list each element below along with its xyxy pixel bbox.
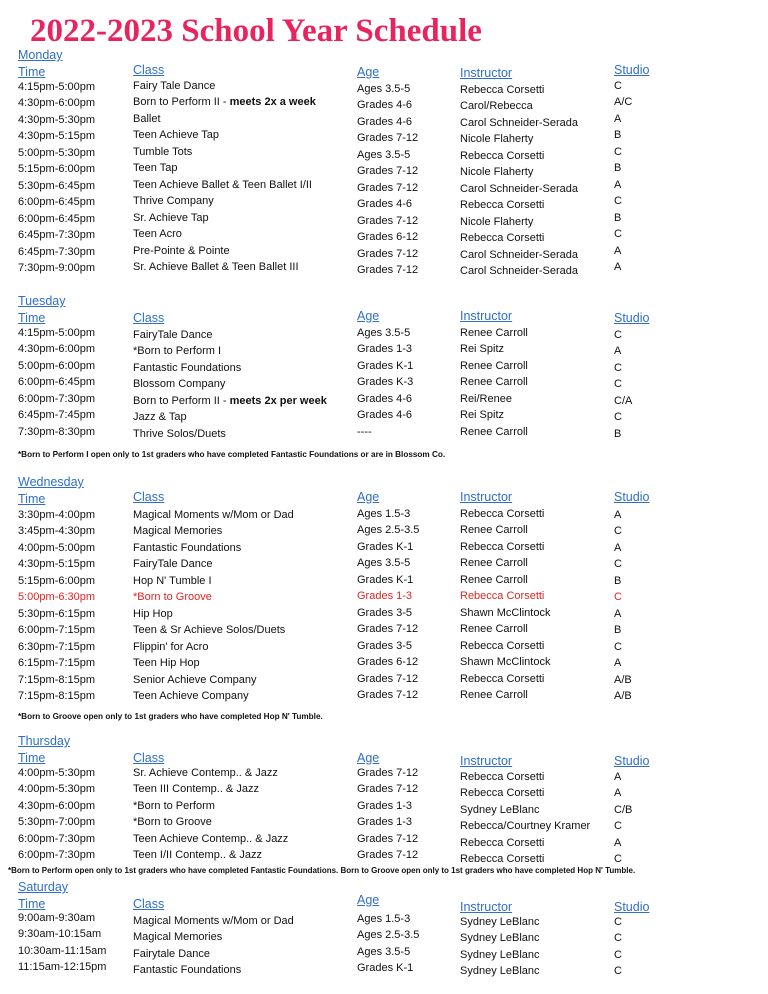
wednesday-studio-cell: A — [614, 657, 622, 669]
tuesday-header-age: Age — [357, 309, 380, 323]
monday-header-time: Time — [18, 65, 46, 79]
monday-instructor-cell: Nicole Flaherty — [460, 166, 534, 178]
monday-studio-cell: C — [614, 80, 622, 92]
thursday-time-cell: 4:00pm-5:30pm — [18, 783, 96, 795]
tuesday-age-cell: Grades K-3 — [357, 376, 414, 388]
thursday-time-cell: 5:30pm-7:00pm — [18, 816, 96, 828]
monday-header-instructor: Instructor — [460, 66, 513, 80]
saturday-age-cell: Grades K-1 — [357, 962, 414, 974]
wednesday-instructor-cell: Rebecca Corsetti — [460, 590, 545, 602]
thursday-class-cell: Teen Achieve Contemp.. & Jazz — [133, 833, 289, 845]
thursday-instructor-cell: Rebecca Corsetti — [460, 771, 545, 783]
monday-studio-cell: A/C — [614, 96, 633, 108]
wednesday-header-age: Age — [357, 490, 380, 504]
monday-header-age: Age — [357, 65, 380, 79]
saturday-age-cell: Ages 3.5-5 — [357, 946, 411, 958]
monday-time-cell: 5:30pm-6:45pm — [18, 180, 96, 192]
monday-time-cell: 4:30pm-5:15pm — [18, 130, 96, 142]
tuesday-studio-cell: C — [614, 411, 622, 423]
wednesday-class-cell: Teen & Sr Achieve Solos/Duets — [133, 624, 286, 636]
thursday-studio-cell: A — [614, 837, 622, 849]
tuesday-studio-cell: C/A — [614, 395, 633, 407]
wednesday-studio-cell: A — [614, 509, 622, 521]
saturday-time-cell: 11:15am-12:15pm — [18, 961, 107, 973]
wednesday-header-time: Time — [18, 492, 46, 506]
saturday-header-studio: Studio — [614, 900, 650, 914]
saturday-class-cell: Fairytale Dance — [133, 948, 211, 960]
wednesday-studio-cell: B — [614, 575, 622, 587]
monday-studio-cell: C — [614, 195, 622, 207]
wednesday-instructor-cell: Shawn McClintock — [460, 656, 551, 668]
thursday-age-cell: Grades 7-12 — [357, 849, 419, 861]
monday-studio-cell: A — [614, 113, 622, 125]
monday-instructor-cell: Rebecca Corsetti — [460, 150, 545, 162]
monday-studio-cell: A — [614, 245, 622, 257]
wednesday-class-cell: Flippin' for Acro — [133, 641, 209, 653]
monday-class-cell: Tumble Tots — [133, 146, 193, 158]
wednesday-class-cell: Teen Achieve Company — [133, 690, 249, 702]
wednesday-time-cell: 4:30pm-5:15pm — [18, 558, 96, 570]
tuesday-age-cell: Grades 1-3 — [357, 343, 413, 355]
monday-time-cell: 4:15pm-5:00pm — [18, 81, 96, 93]
monday-instructor-cell: Carol Schneider-Serada — [460, 265, 579, 277]
tuesday-class-cell — [133, 395, 327, 408]
monday-age-cell: Ages 3.5-5 — [357, 149, 411, 161]
class-name: Born to Perform II - — [133, 395, 230, 407]
monday-studio-cell: C — [614, 228, 622, 240]
wednesday-instructor-cell: Renee Carroll — [460, 557, 528, 569]
monday-studio-cell: B — [614, 162, 622, 174]
thursday-instructor-cell: Rebecca/Courtney Kramer — [460, 820, 591, 832]
saturday-studio-cell: C — [614, 965, 622, 977]
thursday-instructor-cell: Sydney LeBlanc — [460, 804, 540, 816]
wednesday-age-cell: Grades K-1 — [357, 574, 414, 586]
wednesday-age-cell: Grades 7-12 — [357, 623, 419, 635]
saturday-class-cell: Fantastic Foundations — [133, 964, 242, 976]
wednesday-class-cell: Magical Memories — [133, 525, 223, 537]
wednesday-studio-cell: C — [614, 641, 622, 653]
tuesday-class-cell: FairyTale Dance — [133, 329, 213, 341]
wednesday-time-cell: 6:30pm-7:15pm — [18, 641, 96, 653]
monday-studio-cell: B — [614, 129, 622, 141]
tuesday-studio-cell: C — [614, 362, 622, 374]
wednesday-instructor-cell: Rebecca Corsetti — [460, 541, 545, 553]
wednesday-age-cell: Grades 3-5 — [357, 640, 413, 652]
saturday-instructor-cell: Sydney LeBlanc — [460, 949, 540, 961]
wednesday-class-cell: *Born to Groove — [133, 591, 212, 603]
thursday-studio-cell: A — [614, 771, 622, 783]
monday-age-cell: Grades 4-6 — [357, 99, 413, 111]
tuesday-class-cell: Blossom Company — [133, 378, 226, 390]
class-name: Born to Perform II - — [133, 96, 230, 108]
thursday-class-cell: Teen I/II Contemp.. & Jazz — [133, 849, 263, 861]
monday-instructor-cell: Rebecca Corsetti — [460, 232, 545, 244]
wednesday-age-cell: Grades 6-12 — [357, 656, 419, 668]
monday-age-cell: Grades 7-12 — [357, 264, 419, 276]
tuesday-time-cell: 7:30pm-8:30pm — [18, 426, 96, 438]
monday-age-cell: Grades 6-12 — [357, 231, 419, 243]
class-frequency: meets 2x a week — [229, 96, 316, 108]
wednesday-studio-cell: A — [614, 608, 622, 620]
wednesday-time-cell: 6:15pm-7:15pm — [18, 657, 96, 669]
thursday-footnote: *Born to Perform open only to 1st graders who have completed Fantastic Foundations. Born to Groove open only to 1st graders who have completed Hop N' Tumble. — [8, 866, 636, 875]
tuesday-studio-cell: C — [614, 378, 622, 390]
thursday-studio-cell: C/B — [614, 804, 633, 816]
wednesday-class-cell: Hop N' Tumble I — [133, 575, 212, 587]
wednesday-studio-cell: A — [614, 542, 622, 554]
wednesday-time-cell: 5:30pm-6:15pm — [18, 608, 96, 620]
saturday-header-instructor: Instructor — [460, 900, 513, 914]
wednesday-studio-cell: B — [614, 624, 622, 636]
saturday-time-cell: 9:00am-9:30am — [18, 912, 96, 924]
wednesday-age-cell: Ages 1.5-3 — [357, 508, 411, 520]
thursday-studio-cell: C — [614, 820, 622, 832]
monday-class-cell: Sr. Achieve Ballet & Teen Ballet III — [133, 261, 299, 273]
thursday-instructor-cell: Rebecca Corsetti — [460, 787, 545, 799]
wednesday-day-heading: Wednesday — [18, 475, 84, 489]
thursday-studio-cell: A — [614, 787, 622, 799]
wednesday-header-class: Class — [133, 490, 165, 504]
wednesday-header-instructor: Instructor — [460, 490, 513, 504]
tuesday-class-cell: *Born to Perform I — [133, 345, 222, 357]
thursday-instructor-cell: Rebecca Corsetti — [460, 853, 545, 865]
wednesday-instructor-cell: Rebecca Corsetti — [460, 673, 545, 685]
monday-age-cell: Grades 7-12 — [357, 248, 419, 260]
thursday-header-instructor: Instructor — [460, 754, 513, 768]
monday-class-cell: Teen Achieve Tap — [133, 129, 220, 141]
saturday-instructor-cell: Sydney LeBlanc — [460, 965, 540, 977]
wednesday-age-cell: Ages 2.5-3.5 — [357, 524, 420, 536]
tuesday-age-cell: Grades 4-6 — [357, 409, 413, 421]
monday-class-cell: Teen Acro — [133, 228, 182, 240]
monday-instructor-cell: Nicole Flaherty — [460, 216, 534, 228]
thursday-time-cell: 4:30pm-6:00pm — [18, 800, 96, 812]
monday-time-cell: 4:30pm-6:00pm — [18, 97, 96, 109]
tuesday-header-class: Class — [133, 311, 165, 325]
tuesday-instructor-cell: Renee Carroll — [460, 376, 528, 388]
monday-age-cell: Ages 3.5-5 — [357, 83, 411, 95]
saturday-time-cell: 9:30am-10:15am — [18, 928, 102, 940]
saturday-class-cell: Magical Memories — [133, 931, 223, 943]
saturday-class-cell: Magical Moments w/Mom or Dad — [133, 915, 294, 927]
thursday-class-cell: Teen III Contemp.. & Jazz — [133, 783, 259, 795]
wednesday-time-cell: 6:00pm-7:15pm — [18, 624, 96, 636]
monday-studio-cell: A — [614, 261, 622, 273]
monday-instructor-cell: Rebecca Corsetti — [460, 199, 545, 211]
page-title: 2022-2023 School Year Schedule — [30, 13, 482, 49]
monday-studio-cell: C — [614, 146, 622, 158]
tuesday-time-cell: 4:30pm-6:00pm — [18, 343, 96, 355]
wednesday-instructor-cell: Renee Carroll — [460, 689, 528, 701]
thursday-header-time: Time — [18, 751, 46, 765]
tuesday-time-cell: 6:00pm-7:30pm — [18, 393, 96, 405]
monday-age-cell: Grades 7-12 — [357, 182, 419, 194]
thursday-class-cell: Sr. Achieve Contemp.. & Jazz — [133, 767, 278, 779]
saturday-instructor-cell: Sydney LeBlanc — [460, 932, 540, 944]
saturday-age-cell: Ages 1.5-3 — [357, 913, 411, 925]
wednesday-instructor-cell: Renee Carroll — [460, 574, 528, 586]
saturday-time-cell: 10:30am-11:15am — [18, 945, 107, 957]
thursday-age-cell: Grades 7-12 — [357, 767, 419, 779]
monday-class-cell: Pre-Pointe & Pointe — [133, 245, 230, 257]
monday-class-cell: Thrive Company — [133, 195, 214, 207]
tuesday-time-cell: 4:15pm-5:00pm — [18, 327, 96, 339]
monday-time-cell: 6:45pm-7:30pm — [18, 246, 96, 258]
saturday-header-class: Class — [133, 897, 165, 911]
monday-class-cell — [133, 96, 316, 109]
wednesday-instructor-cell: Renee Carroll — [460, 524, 528, 536]
thursday-header-class: Class — [133, 751, 165, 765]
tuesday-header-instructor: Instructor — [460, 309, 513, 323]
tuesday-header-studio: Studio — [614, 311, 650, 325]
thursday-class-cell: *Born to Groove — [133, 816, 212, 828]
tuesday-time-cell: 5:00pm-6:00pm — [18, 360, 96, 372]
saturday-day-heading: Saturday — [18, 880, 69, 894]
tuesday-instructor-cell: Rei/Renee — [460, 393, 512, 405]
monday-time-cell: 4:30pm-5:30pm — [18, 114, 96, 126]
wednesday-class-cell: Senior Achieve Company — [133, 674, 257, 686]
tuesday-studio-cell: A — [614, 345, 622, 357]
monday-instructor-cell: Carol Schneider-Serada — [460, 117, 579, 129]
monday-studio-cell: B — [614, 212, 622, 224]
monday-instructor-cell: Rebecca Corsetti — [460, 84, 545, 96]
wednesday-time-cell: 7:15pm-8:15pm — [18, 674, 96, 686]
monday-time-cell: 5:00pm-5:30pm — [18, 147, 96, 159]
wednesday-time-cell: 3:30pm-4:00pm — [18, 509, 96, 521]
thursday-instructor-cell: Rebecca Corsetti — [460, 837, 545, 849]
tuesday-age-cell: Grades 4-6 — [357, 393, 413, 405]
wednesday-class-cell: Magical Moments w/Mom or Dad — [133, 509, 294, 521]
monday-age-cell: Grades 7-12 — [357, 215, 419, 227]
tuesday-studio-cell: B — [614, 428, 622, 440]
wednesday-age-cell: Ages 3.5-5 — [357, 557, 411, 569]
monday-age-cell: Grades 7-12 — [357, 165, 419, 177]
wednesday-footnote: *Born to Groove open only to 1st graders who have completed Hop N' Tumble. — [18, 712, 323, 721]
wednesday-time-cell: 4:00pm-5:00pm — [18, 542, 96, 554]
monday-header-class: Class — [133, 63, 165, 77]
tuesday-instructor-cell: Rei Spitz — [460, 343, 505, 355]
class-frequency: meets 2x per week — [229, 395, 327, 407]
wednesday-time-cell: 5:00pm-6:30pm — [18, 591, 96, 603]
monday-instructor-cell: Nicole Flaherty — [460, 133, 534, 145]
monday-instructor-cell: Carol Schneider-Serada — [460, 249, 579, 261]
thursday-header-studio: Studio — [614, 754, 650, 768]
tuesday-day-heading: Tuesday — [18, 294, 66, 308]
monday-age-cell: Grades 4-6 — [357, 116, 413, 128]
wednesday-age-cell: Grades 7-12 — [357, 673, 419, 685]
saturday-studio-cell: C — [614, 932, 622, 944]
wednesday-age-cell: Grades 3-5 — [357, 607, 413, 619]
thursday-age-cell: Grades 1-3 — [357, 816, 413, 828]
tuesday-footnote: *Born to Perform I open only to 1st graders who have completed Fantastic Foundations or are in Blossom Co. — [18, 450, 446, 459]
wednesday-studio-cell: C — [614, 558, 622, 570]
wednesday-header-studio: Studio — [614, 490, 650, 504]
saturday-instructor-cell: Sydney LeBlanc — [460, 916, 540, 928]
wednesday-studio-cell: C — [614, 525, 622, 537]
monday-class-cell: Teen Achieve Ballet & Teen Ballet I/II — [133, 179, 312, 191]
wednesday-studio-cell: A/B — [614, 690, 632, 702]
monday-header-studio: Studio — [614, 63, 650, 77]
saturday-studio-cell: C — [614, 916, 622, 928]
tuesday-instructor-cell: Renee Carroll — [460, 360, 528, 372]
tuesday-instructor-cell: Renee Carroll — [460, 327, 528, 339]
tuesday-age-cell: Grades K-1 — [357, 360, 414, 372]
tuesday-age-cell: ---- — [357, 426, 372, 438]
monday-studio-cell: A — [614, 179, 622, 191]
monday-class-cell: Sr. Achieve Tap — [133, 212, 209, 224]
thursday-age-cell: Grades 7-12 — [357, 833, 419, 845]
monday-time-cell: 6:00pm-6:45pm — [18, 213, 96, 225]
wednesday-time-cell: 7:15pm-8:15pm — [18, 690, 96, 702]
wednesday-class-cell: Fantastic Foundations — [133, 542, 242, 554]
tuesday-class-cell: Jazz & Tap — [133, 411, 187, 423]
monday-instructor-cell: Carol/Rebecca — [460, 100, 533, 112]
tuesday-age-cell: Ages 3.5-5 — [357, 327, 411, 339]
monday-class-cell: Fairy Tale Dance — [133, 80, 216, 92]
wednesday-class-cell: Teen Hip Hop — [133, 657, 200, 669]
wednesday-instructor-cell: Shawn McClintock — [460, 607, 551, 619]
wednesday-instructor-cell: Renee Carroll — [460, 623, 528, 635]
wednesday-class-cell: Hip Hop — [133, 608, 173, 620]
tuesday-time-cell: 6:45pm-7:45pm — [18, 409, 96, 421]
saturday-age-cell: Ages 2.5-3.5 — [357, 929, 420, 941]
monday-time-cell: 7:30pm-9:00pm — [18, 262, 96, 274]
monday-instructor-cell: Carol Schneider-Serada — [460, 183, 579, 195]
wednesday-time-cell: 5:15pm-6:00pm — [18, 575, 96, 587]
tuesday-studio-cell: C — [614, 329, 622, 341]
wednesday-age-cell: Grades 1-3 — [357, 590, 413, 602]
monday-class-cell: Teen Tap — [133, 162, 178, 174]
monday-time-cell: 5:15pm-6:00pm — [18, 163, 96, 175]
wednesday-time-cell: 3:45pm-4:30pm — [18, 525, 96, 537]
thursday-age-cell: Grades 7-12 — [357, 783, 419, 795]
monday-age-cell: Grades 7-12 — [357, 132, 419, 144]
monday-class-cell: Ballet — [133, 113, 161, 125]
monday-day-heading: Monday — [18, 48, 63, 62]
tuesday-instructor-cell: Renee Carroll — [460, 426, 528, 438]
monday-time-cell: 6:45pm-7:30pm — [18, 229, 96, 241]
tuesday-time-cell: 6:00pm-6:45pm — [18, 376, 96, 388]
saturday-header-time: Time — [18, 897, 46, 911]
monday-time-cell: 6:00pm-6:45pm — [18, 196, 96, 208]
tuesday-class-cell: Thrive Solos/Duets — [133, 428, 226, 440]
monday-age-cell: Grades 4-6 — [357, 198, 413, 210]
wednesday-instructor-cell: Rebecca Corsetti — [460, 640, 545, 652]
tuesday-instructor-cell: Rei Spitz — [460, 409, 505, 421]
thursday-class-cell: *Born to Perform — [133, 800, 215, 812]
wednesday-studio-cell: C — [614, 591, 622, 603]
wednesday-age-cell: Grades K-1 — [357, 541, 414, 553]
thursday-time-cell: 6:00pm-7:30pm — [18, 849, 96, 861]
saturday-header-age: Age — [357, 893, 380, 907]
thursday-header-age: Age — [357, 751, 380, 765]
thursday-time-cell: 6:00pm-7:30pm — [18, 833, 96, 845]
thursday-day-heading: Thursday — [18, 734, 71, 748]
wednesday-studio-cell: A/B — [614, 674, 632, 686]
thursday-studio-cell: C — [614, 853, 622, 865]
thursday-age-cell: Grades 1-3 — [357, 800, 413, 812]
wednesday-age-cell: Grades 7-12 — [357, 689, 419, 701]
saturday-studio-cell: C — [614, 949, 622, 961]
wednesday-class-cell: FairyTale Dance — [133, 558, 213, 570]
thursday-time-cell: 4:00pm-5:30pm — [18, 767, 96, 779]
tuesday-class-cell: Fantastic Foundations — [133, 362, 242, 374]
wednesday-instructor-cell: Rebecca Corsetti — [460, 508, 545, 520]
tuesday-header-time: Time — [18, 311, 46, 325]
